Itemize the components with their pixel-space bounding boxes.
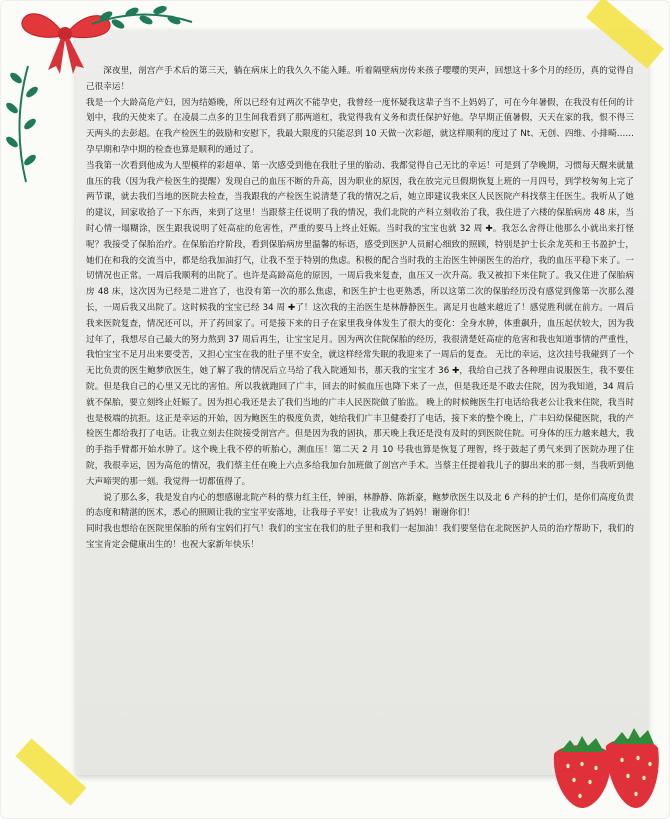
strawberry-icon: [546, 716, 664, 816]
letter-body: [86, 64, 634, 554]
letter-paragraph: 同时我也想给在医院里保胎的所有宝妈们打气！我们的宝宝在我们的肚子里和我们一起加油！我们要坚信在北院医护人员的治疗帮助下，我们的宝宝肯定会健康出生的！也祝大家新年快乐！: [86, 524, 634, 550]
letter-paragraph: 当我第一次看到他成为人型模样的彩超单、第一次感受到他在我肚子里的胎动、我都觉得自己无比的幸运！可是到了孕晚期，习惯每天醒来就量血压的我（因为我产检医生的提醒）发现自己的血压不断的升高，因为职业的原因，我在放完元旦假期恢复上班的一月四号，到学校匆匆上完了两节课，就去我们当地的医院去检查，当我跟我的产检医生说清楚了我的情况之后，她立即建议我来区人民医院产科找蔡主任医生。我听从了她的建议，回家收拾了一下东西，来到了这里！当跟蔡主任说明了我的情况，我们北院的产科立刻收治了我，我住进了六楼的保胎病房 48 床，当时心情一塌糊涂，医生跟我说明了妊高症的危害性，严重的要马上终止妊娠。当时我的宝宝也就 32 周 ✚。我怎么舍得让他那么小就出来打怪呢？我接受了保胎治疗。在保胎治疗阶段，看到保胎病房里温馨的标语，感受到医护人员耐心细致的照顾，特别是护士长余龙英和王书盈护士，她们在和我的交流当中，都是给我加油打气，让我不至于特别的焦虑。积极的配合当时我的主治医生钟丽医生的治疗，我的血压平稳下来了。一切情况也正常。一周后我顺利的出院了。也许是高龄高危的原因，一周后我来复查，血压又一次升高。我又被扣下来住院了。我又住进了保胎病房 48 床，这次因为已经是二进宫了，也没有第一次的那么焦虑，和医生护士也更熟悉，所以这第二次的保胎经历没有感觉到像第一次那么漫长，一周后我又出院了。这时候我的宝宝已经 34 周 ✚了！这次我的主治医生是林静静医生。离足月也越来越近了！感觉胜利就在前方。一周后我来医院复查，情况还可以，开了药回家了。可是接下来的日子在家里我身体发生了很大的变化：全身水肿，体重飙升，血压起伏较大，因为我过年了，我想尽自己最大的努力熬到 37 周后再生，让宝宝足月。因为两次住院保胎的经历，我很清楚妊高症的危害和我也知道事情的严重性，我怕宝宝不足月出来要受苦，又担心宝宝在我的肚子里不安全，就这样经常失眠的我迎来了一周后的复查。 无比的幸运，这次挂号我碰到了一个无比负责的医生鲍梦欣医生，她了解了我的情况后立马给了我入院通知书，那天我的宝宝才 36 ✚，我给自己找了各种理由说服医生，我不要住院。但是我自己的心里又无比的害怕。所以我就跑回了广丰，回去的时候血压也降下来了一点，但是我还是不敢去住院，因为我知道，34 周后就不保胎，要立刻终止妊娠了。因为担心我还是去了我们当地的广丰人民医院做了胎监。 晚上的时候鲍医生打电话给我老公让我来住院，我当时也是极端的抗拒。这正是幸运的开始，因为鲍医生的极度负责，她给我们广丰卫健委打了电话，接下来的整个晚上，广丰妇幼保健医院，我的产检医生都给我打了电话。让我立刻去住院接受剖宫产。但是因为我的固执，那天晚上我还是没有及时的到医院住院。可身体的压力越来越大，我的手指手臂都开始水肿了。这个晚上我不停的听胎心，测血压！第二天 2 月 10 号我也算是恢复了理智，终于鼓起了勇气来到了医院办理了住院，我很幸运，因为高危的情况，我们蔡主任在晚上六点多给我加台加班做了剖宫产手术。当蔡主任提着我儿子的脚出来的那一刻，当我听到他大声啼哭的那一刻。我觉得一切都值得了。: [86, 160, 634, 487]
letter-paragraph: 说了那么多，我是发自内心的想感谢北院产科的蔡力红主任，钟丽，林静静、陈新豪，鲍梦欣医生以及北 6 产科的护士们，是你们高度负责的态度和精湛的医术，悉心的照顾让我的宝宝平安落地，让我母子平安！让我成为了妈妈！谢谢你们！: [86, 492, 634, 519]
holly-branch-icon: [2, 64, 42, 184]
holly-branch-icon: [88, 2, 196, 36]
letter-paragraph: 我是一个大龄高危产妇，因为结婚晚，所以已经有过两次不能孕史，我曾经一度怀疑我这辈子当不上妈妈了，可在今年暑假，在我没有任何的计划中，我的天使来了。在凌晨二点多的卫生间我看到了那两道杠，我觉得我有义务和责任保护好他。孕早期正值暑假，天天在家的我，恨不得三天两头的去彭超。在我产检医生的鼓励和安慰下，我最大限度的只能忍到 10 天做一次彩超，就这样顺利的度过了 Nt、无创、四维、小排畸……孕早期和孕中期的检查也算是顺利的通过了。: [86, 97, 634, 155]
letter-paragraph: 深夜里，剖宫产手术后的第三天，躺在病床上的我久久不能入睡。听着隔壁病房传来孩子嘤嘤的哭声，回想这十多个月的经历，真的觉得自己很幸运！: [86, 66, 634, 92]
